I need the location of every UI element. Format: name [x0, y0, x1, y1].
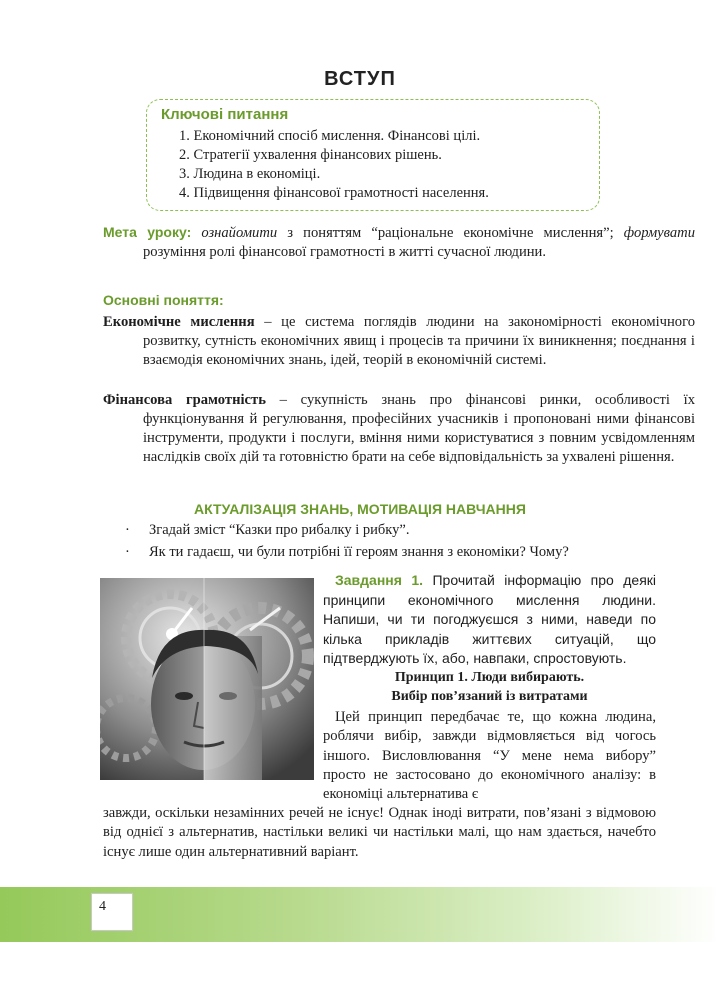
lesson-goal-verb-1: ознайомити: [201, 225, 278, 241]
list-item: 4. Підвищення фінансової грамотності населення.: [179, 185, 489, 201]
task-label: Завдання 1.: [335, 572, 424, 588]
page-title: ВСТУП: [324, 68, 396, 90]
list-item: 2. Стратегії ухвалення фінансових рішень.: [179, 147, 442, 163]
principle-paragraph: Цей принцип передбачає те, що кожна людина, роблячи вибір, завжди відмовляється від чогось іншого. Висловлювання “У мене нема вибору” просто не застосовано до економічного аналізу: в економіці альтернатива є: [323, 709, 656, 803]
list-item: [125, 519, 665, 541]
page-number: 4: [99, 899, 106, 914]
term-economic-thinking: [103, 313, 695, 370]
term-definition: – це система поглядів людини на закономірності економічного розвитку, сутність економічних явищ і процесів та причини їх виникнення; поєднання і взаємодія економічних знань, ідей, теорій в економічній системі.: [143, 314, 696, 368]
bullet-text: Як ти гадаєш, чи були потрібні її героям знання з економіки? Чому?: [149, 544, 569, 560]
bullet-icon: ·: [125, 544, 130, 560]
lesson-goal: [103, 223, 695, 262]
key-questions-list: [161, 127, 585, 203]
illustration-face-gears: [100, 578, 314, 780]
term-definition: – сукупність знань про фінансові ринки, особливості їх функціонування й регулювання, професійних учасників і пропоновані ними фінансові інструменти, продукти і послуги, вміння ними користуватися з повним усвідомленням наслідків своїх дій та готовністю брати на себе відповідальність за ухвалені рішення.: [143, 392, 696, 465]
lesson-goal-verb-2: формувати: [623, 225, 695, 241]
key-questions-box: [146, 99, 600, 211]
basic-concepts-heading: [103, 291, 655, 311]
page-number-tab: [91, 893, 133, 931]
bullet-text: Згадай зміст “Казки про рибалку і рибку”.: [149, 522, 410, 538]
list-item: 1. Економічний спосіб мислення. Фінансові цілі.: [179, 128, 481, 144]
term-name: Фінансова грамотність: [103, 392, 266, 408]
term-name: Економічне мислення: [103, 314, 255, 330]
lesson-goal-text-2: розуміння ролі фінансової грамотності в житті сучасної людини.: [143, 244, 547, 260]
list-item: [125, 541, 665, 563]
face-gears-illustration: [100, 578, 314, 780]
lesson-goal-label: Мета уроку:: [103, 224, 192, 240]
principle-subtitle: Вибір пов’язаний із витратами: [391, 689, 588, 704]
principle-title: Принцип 1. Люди вибирають.: [394, 670, 585, 685]
principle-1-text-full: завжди, оскільки незамінних речей не існує! Однак іноді витрати, пов’язані з відмовою від однієї з альтернатив, настільки великі чи настільки малі, що нам здається, начебто існує лише один альтернативний варіант.: [103, 805, 656, 860]
motivation-heading: АКТУАЛІЗАЦІЯ ЗНАНЬ, МОТИВАЦІЯ НАВЧАННЯ: [194, 501, 526, 517]
principle-1-heading: [323, 668, 656, 706]
key-questions-heading: Ключові питання: [161, 106, 289, 123]
list-item: 3. Людина в економіці.: [179, 166, 321, 182]
bullet-icon: ·: [125, 522, 130, 538]
term-financial-literacy: [103, 391, 695, 467]
lesson-goal-text-1: з поняттям “раціональне економічне мислення”;: [277, 225, 614, 241]
task-text: Прочитай інформацію про деякі принципи економічного мислення людини. Напиши, чи ти погоджуєшся з ними, наведи по кілька прикладів життєвих ситуацій, що підтверджують їх, або, навпаки, спростовують.: [323, 572, 657, 666]
task-1: [323, 571, 656, 669]
motivation-bullets: [125, 519, 665, 563]
principle-1-text-narrow: [323, 708, 656, 804]
basic-concepts-label: Основні поняття:: [103, 292, 224, 308]
